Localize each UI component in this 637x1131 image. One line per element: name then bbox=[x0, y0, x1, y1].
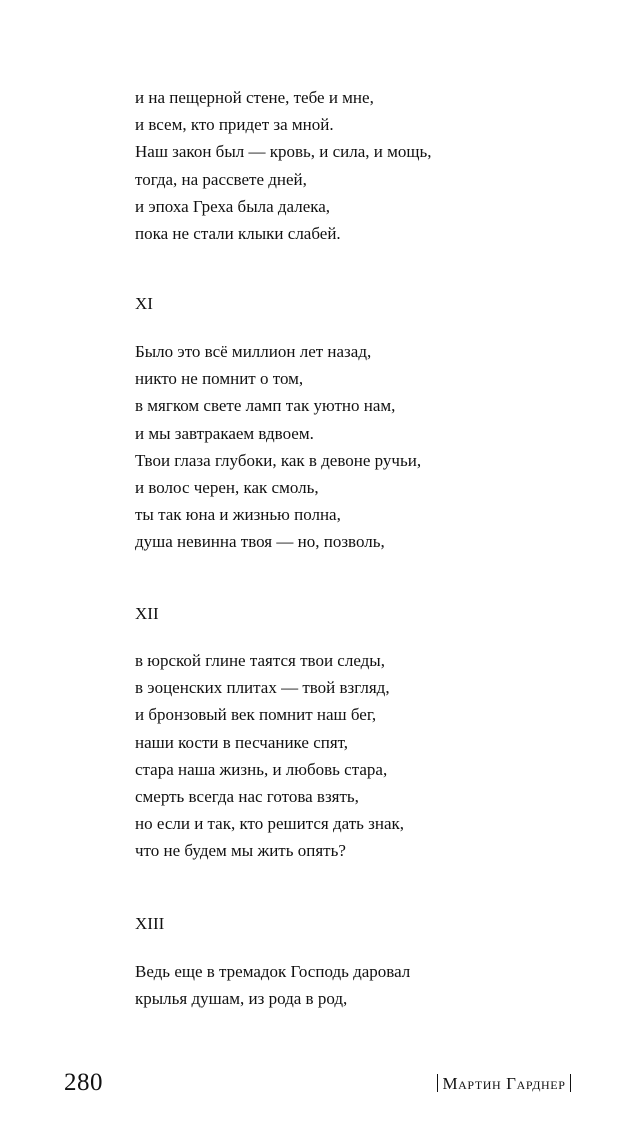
poem-line: и всем, кто придет за мной. bbox=[135, 115, 334, 135]
poem-line: пока не стали клыки слабей. bbox=[135, 223, 341, 243]
poem-line: Наш закон был — кровь, и сила, и мощь, bbox=[135, 142, 432, 162]
poem-line: что не будем мы жить опять? bbox=[135, 841, 346, 861]
stanza-xiii bbox=[135, 958, 605, 1012]
poem-line: и мы завтракаем вдвоем. bbox=[135, 423, 314, 443]
poem-line: но если и так, кто решится дать знак, bbox=[135, 814, 405, 834]
author-name: Мартин Гарднер bbox=[442, 1074, 566, 1093]
poem-line: крылья душам, из рода в род, bbox=[135, 989, 348, 1009]
poem-line: Было это всё миллион лет назад, bbox=[135, 342, 372, 361]
poem-line: стара наша жизнь, и любовь стара, bbox=[135, 759, 388, 779]
section-heading-xii: XII bbox=[135, 604, 159, 623]
page-footer bbox=[0, 1066, 637, 1100]
running-head bbox=[433, 1071, 575, 1097]
section-heading-xiii: XIII bbox=[135, 914, 165, 933]
poem-line: ты так юна и жизнью полна, bbox=[135, 505, 341, 525]
poem-line: Ведь еще в тремадок Господь даровал bbox=[135, 962, 411, 981]
stanza-xii bbox=[135, 647, 605, 865]
poem-line: душа невинна твоя — но, позволь, bbox=[135, 532, 385, 552]
poem-line: наши кости в песчанике спят, bbox=[135, 732, 349, 752]
poem-line: и волос черен, как смоль, bbox=[135, 477, 319, 497]
poem-line: в эоценских плитах — твой взгляд, bbox=[135, 678, 390, 698]
stanza-xi bbox=[135, 338, 605, 556]
poem-line: никто не помнит о том, bbox=[135, 369, 304, 389]
stanza-1 bbox=[135, 84, 605, 247]
poem-line: в мягком свете ламп так уютно нам, bbox=[135, 396, 396, 416]
page-number: 280 bbox=[64, 1069, 103, 1096]
poem-line: и бронзовый век помнит наш бег, bbox=[135, 705, 377, 725]
poem-line: тогда, на рассвете дней, bbox=[135, 169, 307, 189]
divider-bar-right bbox=[570, 1074, 572, 1092]
poem-line: и на пещерной стене, тебе и мне, bbox=[135, 88, 374, 107]
poem-line: смерть всегда нас готова взять, bbox=[135, 786, 359, 806]
poem-line: в юрской глине таятся твои следы, bbox=[135, 651, 385, 670]
poem-line: и эпоха Греха была далека, bbox=[135, 196, 331, 216]
poem-line: Твои глаза глубоки, как в девоне ручьи, bbox=[135, 450, 422, 470]
divider-bar-left bbox=[437, 1074, 439, 1092]
section-heading-xi: XI bbox=[135, 294, 153, 313]
